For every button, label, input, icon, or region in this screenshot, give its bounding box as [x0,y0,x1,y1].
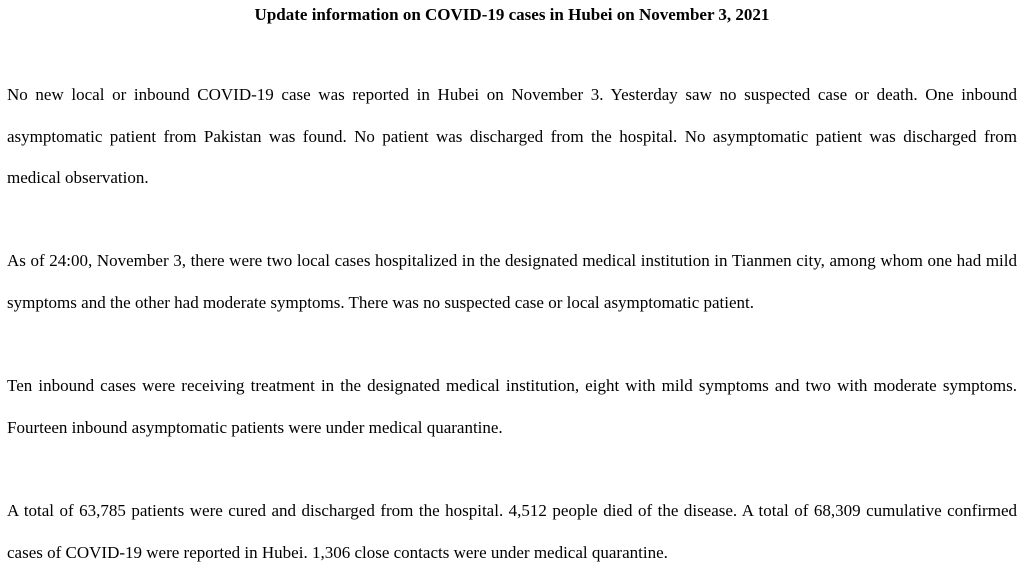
document-page [0,5,1024,567]
document-title: Update information on COVID-19 cases in Hubei on November 3, 2021 [254,5,770,24]
paragraph-local-hospitalized: As of 24:00, November 3, there were two local cases hospitalized in the designated medical institution in Tianmen city, among whom one had mild symptoms and the other had moderate symptoms. There was no suspected case or local asymptomatic patient. [7,251,1017,312]
paragraph-cumulative-totals: A total of 63,785 patients were cured and discharged from the hospital. 4,512 people died of the disease. A total of 68,309 cumulative confirmed cases of COVID-19 were reported in Hubei. 1,306 close contacts were under medical quarantine. [7,501,1017,562]
paragraph-inbound-treatment: Ten inbound cases were receiving treatment in the designated medical institution, eight with mild symptoms and two with moderate symptoms. Fourteen inbound asymptomatic patients were under medical quarantine. [7,376,1017,437]
paragraph-new-cases: No new local or inbound COVID-19 case was reported in Hubei on November 3. Yesterday saw no suspected case or death. One inbound asymptomatic patient from Pakistan was found. No patient was discharged from the hospital. No asymptomatic patient was discharged from medical observation. [7,85,1017,187]
